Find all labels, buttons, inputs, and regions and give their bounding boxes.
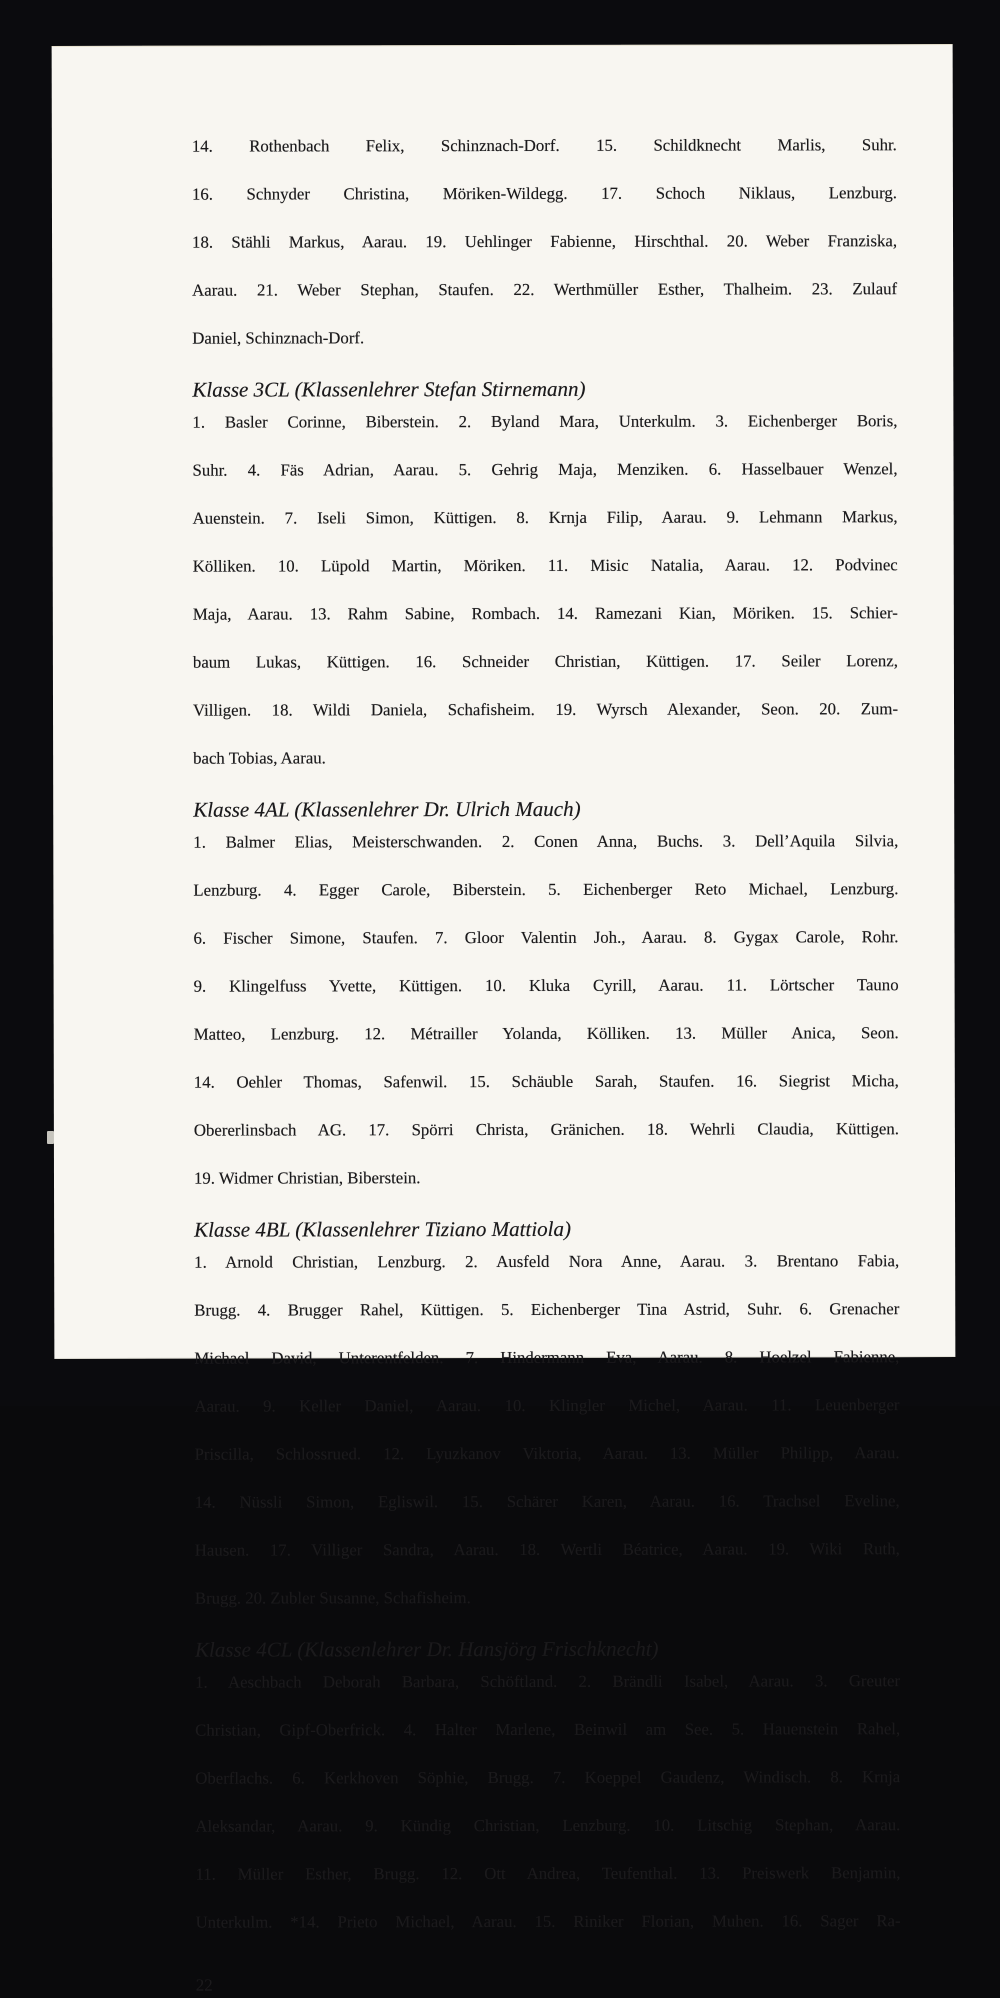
class-roster-paragraph	[194, 1249, 900, 1610]
text-line: Villigen. 18. Wildi Daniela, Schafisheim. 19. Wyrsch Alexander, Seon. 20. Zum-	[192, 699, 899, 720]
class-list-sections	[192, 133, 901, 1958]
text-line: 1. Arnold Christian, Lenzburg. 2. Ausfeld Nora Anne, Aarau. 3. Brentano Fabia,	[194, 1251, 900, 1272]
text-line: baum Lukas, Küttigen. 16. Schneider Christian, Küttigen. 17. Seiler Lorenz,	[192, 651, 898, 672]
class-roster-paragraph	[192, 133, 897, 350]
text-line: 14. Rothenbach Felix, Schinznach-Dorf. 15. Schildknecht Marlis, Suhr.	[191, 135, 897, 156]
class-roster-paragraph	[192, 409, 898, 770]
text-line: 19. Widmer Christian, Biberstein.	[193, 1168, 421, 1188]
text-line: Auenstein. 7. Iseli Simon, Küttigen. 8. Krnja Filip, Aarau. 9. Lehmann Markus,	[192, 507, 898, 528]
text-line: Christian, Gipf-Oberfrick. 4. Halter Marlene, Beinwil am See. 5. Hauenstein Rahel,	[195, 1719, 901, 1740]
class-heading: Klasse 4BL (Klassenlehrer Tiziano Mattiola)	[194, 1216, 572, 1242]
text-line: 18. Stähli Markus, Aarau. 19. Uehlinger Fabienne, Hirschthal. 20. Weber Franziska,	[192, 231, 898, 252]
text-line: 16. Schnyder Christina, Möriken-Wildegg. 17. Schoch Niklaus, Lenzburg.	[191, 183, 897, 204]
text-line: Aleksandar, Aarau. 9. Kündig Christian, Lenzburg. 10. Litschig Stephan, Aarau.	[195, 1815, 901, 1836]
class-roster-paragraph	[195, 1669, 901, 1958]
class-roster-paragraph	[193, 829, 899, 1190]
class-heading: Klasse 3CL (Klassenlehrer Stefan Stirnemann)	[192, 376, 586, 402]
text-line: Suhr. 4. Fäs Adrian, Aarau. 5. Gehrig Maja, Menziken. 6. Hasselbauer Wenzel,	[192, 459, 898, 480]
scanned-page	[52, 44, 956, 1995]
text-line: 6. Fischer Simone, Staufen. 7. Gloor Valentin Joh., Aarau. 8. Gygax Carole, Rohr.	[193, 927, 899, 948]
class-section	[192, 133, 897, 350]
text-line: Priscilla, Schlossrued. 12. Lyuzkanov Viktoria, Aarau. 13. Müller Philipp, Aarau.	[194, 1443, 900, 1464]
text-line: 1. Basler Corinne, Biberstein. 2. Byland Mara, Unterkulm. 3. Eichenberger Boris,	[192, 411, 898, 432]
text-line: bach Tobias, Aarau.	[193, 748, 326, 768]
class-section	[193, 794, 899, 1190]
page-body-text	[52, 44, 957, 1998]
class-section	[195, 1634, 901, 1958]
text-line: Oberflachs. 6. Kerkhoven Söphie, Brugg. 7. Koeppel Gaudenz, Windisch. 8. Krnja	[195, 1767, 901, 1788]
text-line: Kölliken. 10. Lüpold Martin, Möriken. 11. Misic Natalia, Aarau. 12. Podvinec	[192, 555, 898, 576]
text-line: 1. Aeschbach Deborah Barbara, Schöftland. 2. Brändli Isabel, Aarau. 3. Greuter	[195, 1671, 901, 1692]
class-heading: Klasse 4CL (Klassenlehrer Dr. Hansjörg Frischknecht)	[194, 1636, 659, 1662]
text-line: Lenzburg. 4. Egger Carole, Biberstein. 5. Eichenberger Reto Michael, Lenzburg.	[193, 879, 899, 900]
text-line: Aarau. 9. Keller Daniel, Aarau. 10. Klingler Michel, Aarau. 11. Leuenberger	[194, 1395, 900, 1416]
text-line: Daniel, Schinznach-Dorf.	[192, 328, 365, 348]
page-number: 22	[195, 1975, 213, 1995]
text-line: 9. Klingelfuss Yvette, Küttigen. 10. Kluka Cyrill, Aarau. 11. Lörtscher Tauno	[193, 975, 899, 996]
text-line: Brugg. 4. Brugger Rahel, Küttigen. 5. Eichenberger Tina Astrid, Suhr. 6. Grenacher	[194, 1299, 900, 1320]
text-line: 11. Müller Esther, Brugg. 12. Ott Andrea, Teufenthal. 13. Preiswerk Benjamin,	[195, 1863, 901, 1884]
class-section	[194, 1214, 900, 1610]
text-line: Michael David, Unterentfelden. 7. Hindermann Eva, Aarau. 8. Hoelzel Fabienne,	[194, 1347, 900, 1368]
scan-edge-artifact	[47, 1131, 54, 1144]
text-line: Brugg. 20. Zubler Susanne, Schafisheim.	[194, 1588, 471, 1608]
text-line: Hausen. 17. Villiger Sandra, Aarau. 18. Wertli Béatrice, Aarau. 19. Wiki Ruth,	[194, 1539, 900, 1560]
text-line: 14. Nüssli Simon, Egliswil. 15. Schärer Karen, Aarau. 16. Trachsel Eveline,	[194, 1491, 900, 1512]
text-line: Aarau. 21. Weber Stephan, Staufen. 22. Werthmüller Esther, Thalheim. 23. Zulauf	[192, 279, 898, 300]
text-line: 1. Balmer Elias, Meisterschwanden. 2. Conen Anna, Buchs. 3. Dell’Aquila Silvia,	[193, 831, 899, 852]
text-line: Unterkulm. *14. Prieto Michael, Aarau. 15. Riniker Florian, Muhen. 16. Sager Ra-	[195, 1911, 901, 1932]
text-line: Maja, Aarau. 13. Rahm Sabine, Rombach. 14. Ramezani Kian, Möriken. 15. Schier-	[192, 603, 898, 624]
text-line: 14. Oehler Thomas, Safenwil. 15. Schäuble Sarah, Staufen. 16. Siegrist Micha,	[193, 1071, 899, 1092]
text-line: Matteo, Lenzburg. 12. Métrailler Yolanda, Kölliken. 13. Müller Anica, Seon.	[193, 1023, 899, 1044]
class-section	[192, 374, 898, 770]
class-heading: Klasse 4AL (Klassenlehrer Dr. Ulrich Mauch)	[193, 796, 581, 822]
text-line: Obererlinsbach AG. 17. Spörri Christa, Gränichen. 18. Wehrli Claudia, Küttigen.	[193, 1119, 899, 1140]
